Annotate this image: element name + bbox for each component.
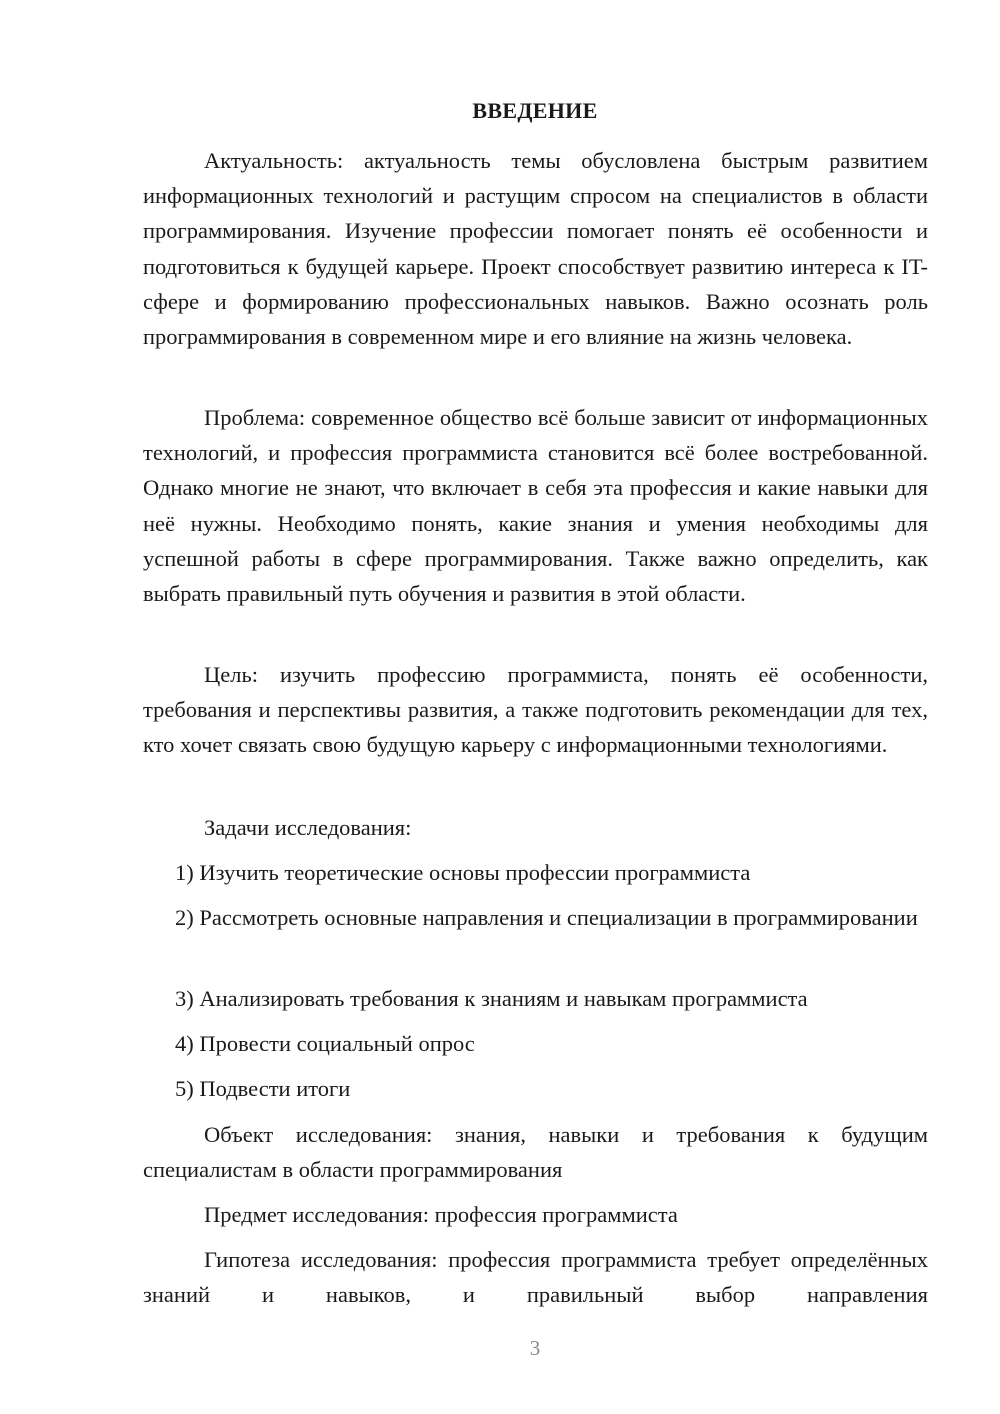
paragraph-relevance: Актуальность: актуальность темы обусловлена быстрым развитием информационных технологий и растущим спросом на специалистов в области программирования. Изучение профессии помогает понять её особенности и подготовиться к будущей карьере. Проект способствует развитию интереса к IT-сфере и формированию профессиональных навыков. Важно осознать роль программирования в современном мире и его влияние на жизнь человека.	[143, 148, 928, 350]
section-heading: ВВЕДЕНИЕ	[472, 98, 598, 123]
tasks-title: Задачи исследования:	[204, 815, 412, 840]
task-item-1: 1) Изучить теоретические основы профессии программиста	[175, 860, 751, 885]
paragraph-goal: Цель: изучить профессию программиста, понять её особенности, требования и перспективы развития, а также подготовить рекомендации для тех, кто хочет связать свою будущую карьеру с информационными технологиями.	[143, 662, 928, 758]
task-item-2: 2) Рассмотреть основные направления и специализации в программировании	[175, 905, 918, 930]
paragraph-problem: Проблема: современное общество всё больше зависит от информационных технологий, и профессия программиста становится всё более востребованной. Однако многие не знают, что включает в себя эта профессия и какие навыки для неё нужны. Необходимо понять, какие знания и умения необходимы для успешной работы в сфере программирования. Также важно определить, как выбрать правильный путь обучения и развития в этой области.	[143, 405, 928, 607]
task-item-4: 4) Провести социальный опрос	[175, 1031, 475, 1056]
task-item-5: 5) Подвести итоги	[175, 1076, 351, 1101]
paragraph-object: Объект исследования: знания, навыки и требования к будущим специалистам в области программирования	[143, 1122, 928, 1183]
task-item-3: 3) Анализировать требования к знаниям и навыкам программиста	[175, 986, 808, 1011]
page-number: 3	[529, 1336, 541, 1360]
paragraph-hypothesis: Гипотеза исследования: профессия программиста требует определённых знаний и навыков, и правильный выбор направления	[143, 1247, 928, 1308]
paragraph-subject: Предмет исследования: профессия программиста	[204, 1202, 678, 1227]
